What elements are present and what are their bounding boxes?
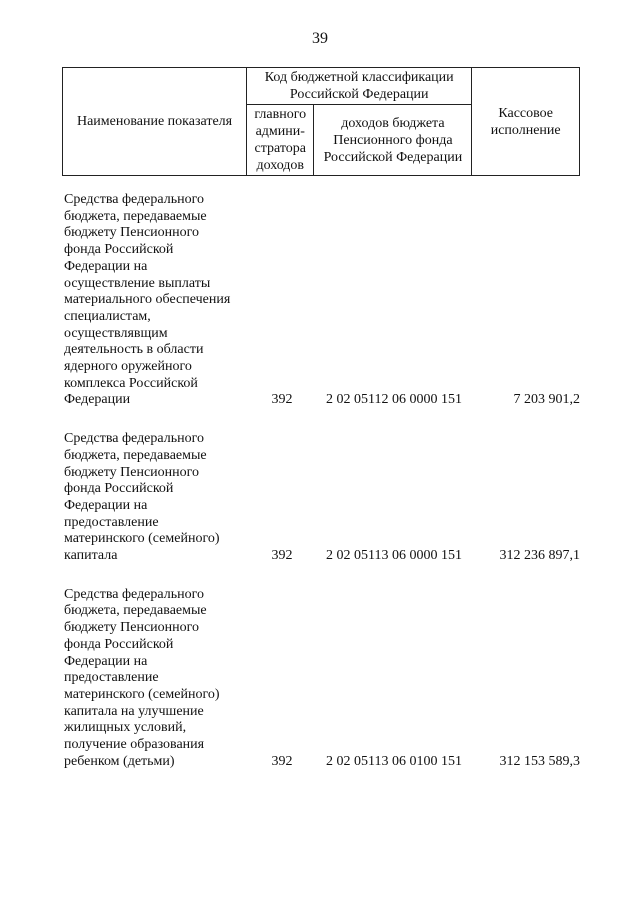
table-header — [62, 67, 580, 176]
table-row — [62, 431, 580, 565]
row-revenue-code: 2 02 05113 06 0000 151 — [326, 548, 462, 564]
row-admin-code: 392 — [271, 548, 293, 564]
row-revenue-code: 2 02 05112 06 0000 151 — [326, 392, 462, 408]
row-admin-code: 392 — [271, 392, 293, 408]
row-amount: 7 203 901,2 — [513, 392, 580, 408]
row-admin-code: 392 — [271, 753, 293, 769]
row-name: Средства федерального бюджета, передаваемые бюджету Пенсионного фонда Российской Федерации на осуществление выплаты материального обеспечения специалистам, осуществлявщим деятельность в области ядерного оружейного комплекса Российской Федерации — [64, 192, 231, 408]
header-name-column: Наименование показателя — [63, 68, 247, 176]
row-amount: 312 236 897,1 — [499, 548, 580, 564]
page-number: 39 — [312, 30, 328, 47]
table-body — [62, 192, 580, 771]
row-name: Средства федерального бюджета, передаваемые бюджету Пенсионного фонда Российской Федерации на предоставление материнского (семейного) капитала на улучшение жилищных условий, получение образования ребенком (детьми) — [64, 586, 220, 769]
row-amount: 312 153 589,3 — [499, 753, 580, 769]
row-revenue-code: 2 02 05113 06 0100 151 — [326, 753, 462, 769]
table-row — [62, 192, 580, 409]
header-kbk-group: Код бюджетной классификации Российской Федерации — [247, 68, 472, 105]
header-admin-column: главного админи- стратора доходов — [247, 105, 314, 176]
table-row — [62, 587, 580, 771]
row-name: Средства федерального бюджета, передаваемые бюджету Пенсионного фонда Российской Федерации на предоставление материнского (семейного) капитала — [64, 431, 220, 564]
header-execution-column: Кассовое исполнение — [472, 68, 580, 176]
header-revenue-column: доходов бюджета Пенсионного фонда Российской Федерации — [314, 105, 472, 176]
